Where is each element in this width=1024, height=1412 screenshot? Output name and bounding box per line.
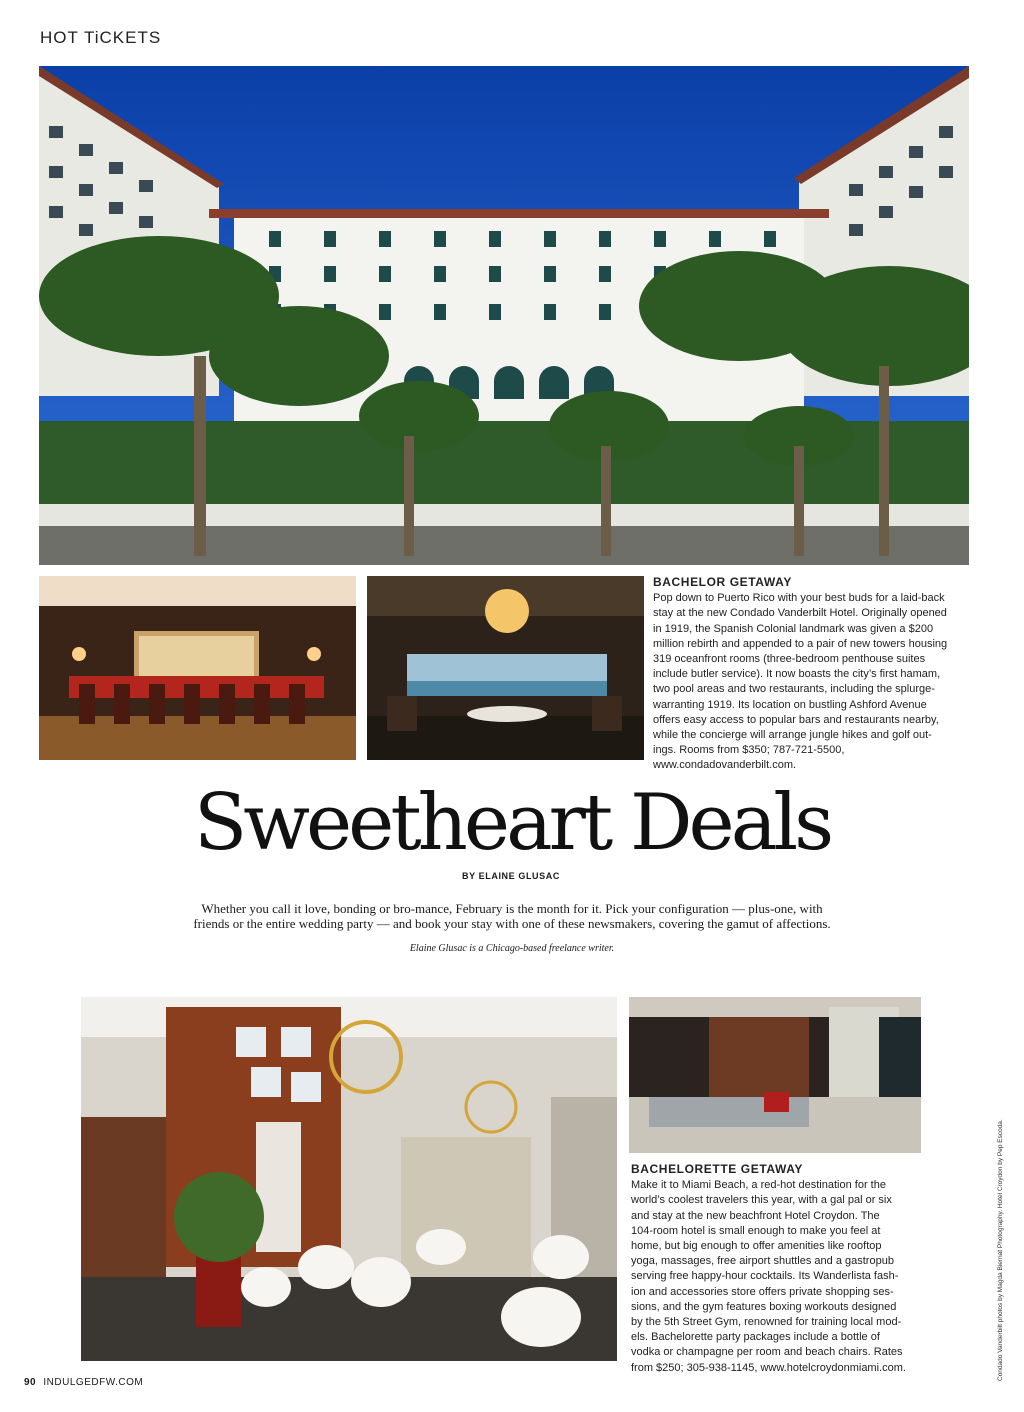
author-note: Elaine Glusac is a Chicago-based freelance writer.	[409, 943, 615, 954]
bachelorette-line: ion and accessories store offers private shopping ses-	[631, 1285, 894, 1298]
bachelor-line: www.condadovanderbilt.com.	[653, 759, 797, 772]
intro-paragraph	[110, 901, 914, 931]
bachelor-line: stay at the new Condado Vanderbilt Hotel. Originally opened	[653, 607, 947, 620]
bachelorette-line: els. Bachelorette party packages include a bottle of	[631, 1331, 880, 1344]
bachelorette-line: yoga, massages, free airport shuttles and a gastropub	[631, 1255, 894, 1268]
bachelorette-getaway	[631, 1162, 931, 1376]
bachelor-getaway	[653, 575, 971, 774]
site-url: INDULGEDFW.COM	[43, 1377, 144, 1388]
bachelorette-line: and stay at the new beachfront Hotel Croydon. The	[631, 1209, 880, 1222]
bachelor-line: include butler service). It now boasts the city’s first hamam,	[653, 668, 941, 681]
bachelor-heading: BACHELOR GETAWAY	[653, 575, 792, 589]
bachelorette-line: vodka or champagne per room and beach chairs. Rates	[631, 1346, 903, 1359]
intro-line: friends or the entire wedding party — and book your stay with one of these newsmakers, covering the gamut of affections.	[193, 916, 831, 931]
bachelor-line: million rebirth and appended to a pair of new towers housing	[653, 637, 948, 650]
bachelor-line: warranting 1919. Its location on bustling Ashford Avenue	[653, 698, 927, 711]
bar-photo	[39, 576, 356, 760]
hero-photo	[39, 66, 969, 565]
bachelor-line: two pool areas and two restaurants, including the splurge-	[653, 683, 935, 696]
bachelor-line: Pop down to Puerto Rico with your best buds for a laid-back	[653, 592, 945, 605]
page-number: 90	[24, 1377, 37, 1388]
croydon-lobby-photo	[81, 997, 617, 1361]
article-title: Sweetheart Deals	[193, 778, 831, 868]
bachelorette-heading: BACHELORETTE GETAWAY	[631, 1162, 804, 1176]
bachelorette-line: world’s coolest travelers this year, with a gal pal or six	[631, 1194, 892, 1207]
photo-credit: Condado Vanderbilt photos by Magda Biernat Photography. Hotel Croydon by Pep Escoda.	[997, 1119, 1004, 1381]
bachelorette-line: home, but big enough to offer amenities like rooftop	[631, 1240, 882, 1253]
section-label: HOT TiCKETS	[40, 28, 162, 47]
page-footer	[24, 1377, 143, 1388]
bachelorette-line: by the 5th Street Gym, renowned for training local mod-	[631, 1316, 902, 1329]
bachelor-line: ings. Rooms from $350; 787-721-5500,	[653, 744, 845, 757]
byline: BY ELAINE GLUSAC	[462, 871, 560, 881]
bachelorette-line: from $250; 305-938-1145, www.hotelcroydonmiami.com.	[631, 1361, 906, 1374]
intro-line: Whether you call it love, bonding or bro-mance, February is the month for it. Pick your configuration — plus-one, with	[201, 901, 823, 916]
bachelorette-line: sions, and the gym features boxing workouts designed	[631, 1300, 897, 1313]
bachelor-line: in 1919, the Spanish Colonial landmark was given a $200	[653, 622, 934, 635]
bachelor-line: offers easy access to popular bars and restaurants nearby,	[653, 713, 939, 726]
bachelorette-line: 104-room hotel is small enough to make you feel at	[631, 1224, 881, 1237]
bachelorette-line: Make it to Miami Beach, a red-hot destination for the	[631, 1179, 886, 1192]
lobby-photo	[367, 576, 644, 760]
bachelor-line: 319 oceanfront rooms (three-bedroom penthouse suites	[653, 653, 926, 666]
croydon-bar-photo	[629, 997, 921, 1153]
bachelorette-line: serving free happy-hour cocktails. Its Wanderlista fash-	[631, 1270, 899, 1283]
bachelor-line: while the concierge will arrange jungle hikes and golf out-	[653, 729, 932, 742]
